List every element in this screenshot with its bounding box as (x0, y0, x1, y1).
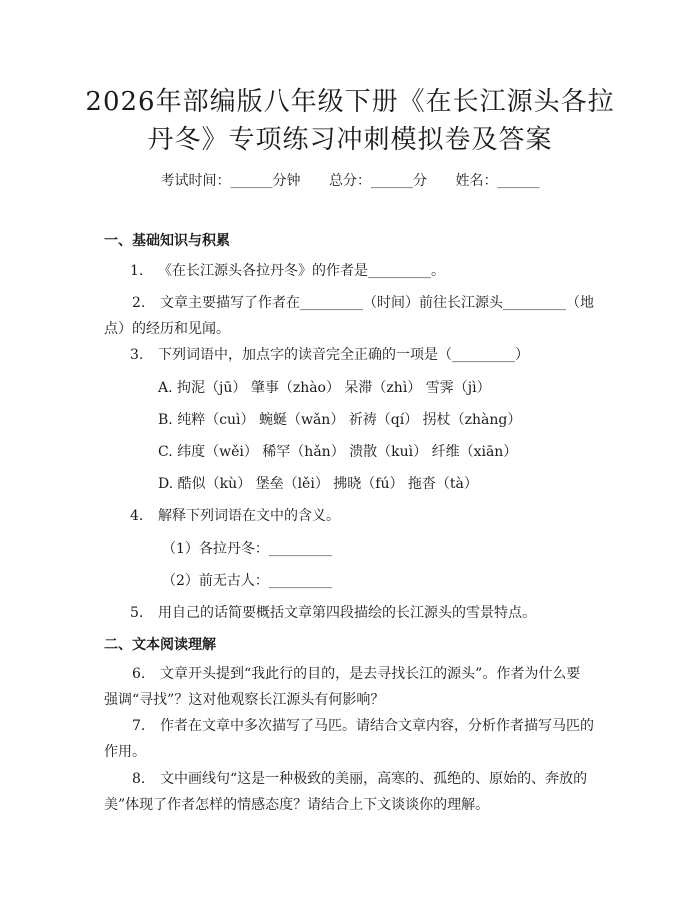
question-number: 6. (132, 666, 146, 682)
option-a: A. 拘泥（jū） 肇事（zhào） 呆滞（zhì） 雪霁（jì） (158, 380, 491, 396)
question-5 (130, 600, 536, 626)
question-text: 作者在文章中多次描写了马匹。请结合文章内容，分析作者描写马匹的作用。 (104, 718, 594, 760)
section-heading-2: 二、文本阅读理解 (104, 637, 216, 653)
option-d: D. 酷似（kù） 堡垒（lěi） 拂晓（fú） 拖沓（tà） (158, 476, 478, 492)
question-text: 文中画线句“这是一种极致的美丽，高寒的、孤绝的、原始的、奔放的美”体现了作者怎样的情感态度？请结合上下文谈谈你的理解。 (104, 771, 588, 813)
question-number: 5. (130, 605, 144, 621)
question-text: 文章开头提到“我此行的目的，是去寻找长江的源头”。作者为什么要强调“寻找”？这对他观察长江源头有何影响？ (104, 666, 581, 708)
question-6 (104, 661, 594, 713)
question-text: 解释下列词语在文中的含义。 (158, 508, 340, 524)
question-3 (130, 342, 529, 368)
question-text: 《在长江源头各拉丹冬》的作者是_________。 (158, 263, 445, 279)
sub-question-2: （2）前无古人：_________ (162, 573, 332, 589)
question-text: 用自己的话简要概括文章第四段描绘的长江源头的雪景特点。 (158, 605, 536, 621)
page-title-line-1: 2026年部编版八年级下册《在长江源头各拉 (85, 87, 615, 117)
question-2 (104, 290, 594, 342)
question-number: 3. (130, 347, 144, 363)
option-b: B. 纯粹（cuì） 蜿蜒（wǎn） 祈祷（qí） 拐杖（zhàng） (158, 412, 522, 428)
question-text: 文章主要描写了作者在_________（时间）前往长江源头_________（地点）的经历和见闻。 (104, 295, 594, 337)
exam-meta (0, 170, 700, 190)
question-7 (104, 713, 594, 765)
section-heading-1: 一、基础知识与积累 (104, 233, 230, 249)
option-c: C. 纬度（wěi） 稀罕（hǎn） 溃散（kuì） 纤维（xiān） (158, 444, 518, 460)
question-number: 2. (132, 295, 146, 311)
question-number: 7. (132, 718, 146, 734)
question-4 (130, 503, 340, 529)
question-number: 1. (130, 263, 144, 279)
sub-question-1: （1）各拉丹冬：_________ (162, 541, 332, 557)
question-text: 下列词语中，加点字的读音完全正确的一项是（_________） (158, 347, 529, 363)
exam-score: 总分：______分 (329, 173, 427, 189)
question-8 (104, 766, 594, 818)
question-number: 4. (130, 508, 144, 524)
page-title-line-2: 丹冬》专项练习冲刺模拟卷及答案 (147, 125, 553, 155)
exam-time: 考试时间：______分钟 (160, 173, 301, 189)
question-1 (130, 258, 445, 284)
question-number: 8. (132, 771, 146, 787)
exam-name: 姓名：______ (455, 173, 540, 189)
